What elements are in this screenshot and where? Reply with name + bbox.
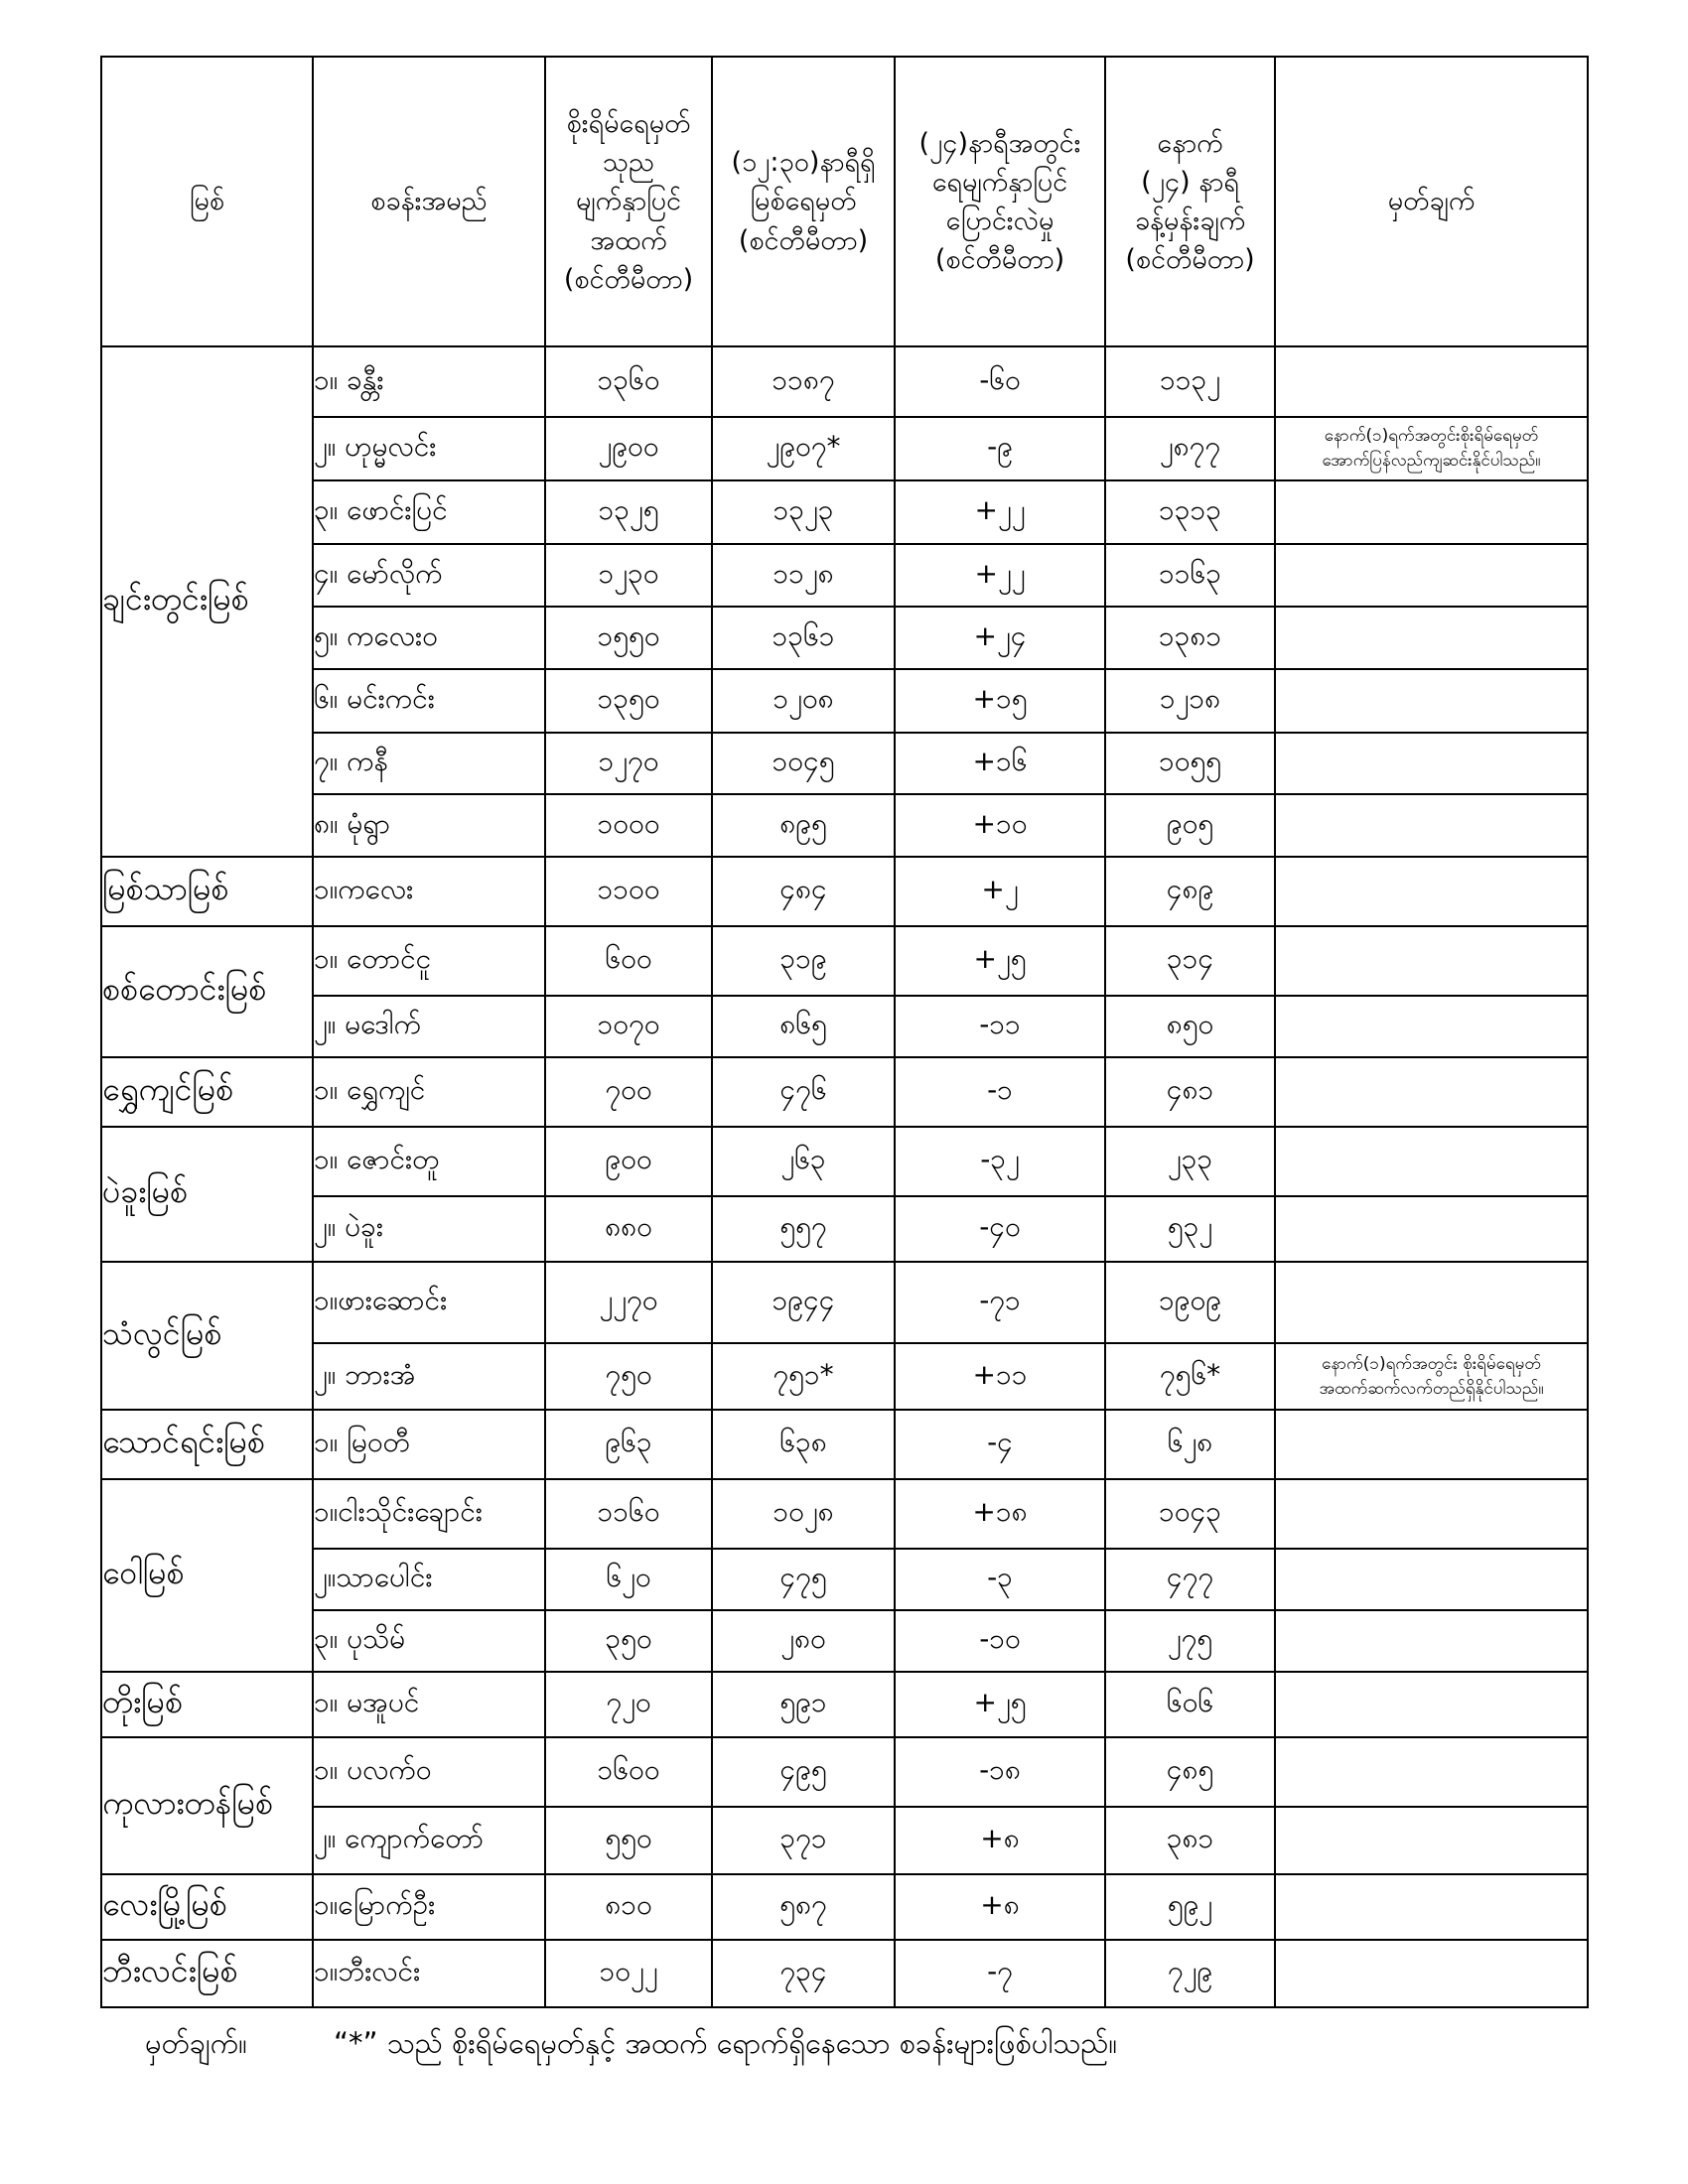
danger-level-value: ၅၅၀ — [545, 1807, 712, 1874]
table-row — [101, 544, 1588, 607]
station-name: ၃။ ပုသိမ် — [313, 1610, 545, 1672]
change-value: +၂၅ — [895, 1672, 1105, 1737]
station-name: ၁။ ခန္တီး — [313, 346, 545, 417]
current-level-value: ၇၅၁* — [712, 1343, 895, 1410]
change-value: +၁၆ — [895, 733, 1105, 794]
river-name: ကုလားတန်မြစ် — [101, 1737, 313, 1874]
forecast-value: ၆၀၆ — [1105, 1672, 1275, 1737]
remark-cell — [1275, 1196, 1588, 1262]
table-row — [101, 1057, 1588, 1127]
danger-level-value: ၇၂၀ — [545, 1672, 712, 1737]
current-level-value: ၄၇၆ — [712, 1057, 895, 1127]
table-body — [101, 346, 1588, 2007]
forecast-value: ၁၀၅၅ — [1105, 733, 1275, 794]
current-level-value: ၁၁၈၇ — [712, 346, 895, 417]
current-level-value: ၂၉၀၇* — [712, 417, 895, 480]
river-name: ဘီးလင်းမြစ် — [101, 1940, 313, 2007]
table-row — [101, 1610, 1588, 1672]
forecast-value: ၃၈၁ — [1105, 1807, 1275, 1874]
remark-cell — [1275, 857, 1588, 926]
forecast-value: ၁၂၁၈ — [1105, 669, 1275, 733]
current-level-value: ၂၆၃ — [712, 1127, 895, 1196]
current-level-value: ၂၈၀ — [712, 1610, 895, 1672]
river-name: ချင်းတွင်းမြစ် — [101, 346, 313, 857]
table-row — [101, 1940, 1588, 2007]
change-value: +၂၄ — [895, 607, 1105, 669]
danger-level-value: ၁၃၆၀ — [545, 346, 712, 417]
table-row — [101, 1127, 1588, 1196]
table-row — [101, 417, 1588, 480]
forecast-value: ၄၇၇ — [1105, 1549, 1275, 1610]
river-name: စစ်တောင်းမြစ် — [101, 926, 313, 1057]
forecast-value: ၂၇၅ — [1105, 1610, 1275, 1672]
header-remark: မှတ်ချက် — [1275, 57, 1588, 346]
table-row — [101, 1737, 1588, 1807]
danger-level-value: ၈၈၀ — [545, 1196, 712, 1262]
station-name: ၂။ ဘားအံ — [313, 1343, 545, 1410]
station-name: ၇။ ကနီ — [313, 733, 545, 794]
forecast-value: ၁၃၈၁ — [1105, 607, 1275, 669]
change-value: +၁၀ — [895, 794, 1105, 857]
change-value: +၁၅ — [895, 669, 1105, 733]
table-row — [101, 926, 1588, 996]
change-value: -၁၈ — [895, 1737, 1105, 1807]
current-level-value: ၁၀၂၈ — [712, 1479, 895, 1549]
station-name: ၁။ဘီးလင်း — [313, 1940, 545, 2007]
current-level-value: ၁၃၂၃ — [712, 480, 895, 544]
table-row — [101, 1196, 1588, 1262]
header-change-24h: (၂၄)နာရီအတွင်း ရေမျက်နှာပြင် ပြောင်းလဲမှု (စင်တီမီတာ) — [895, 57, 1105, 346]
table-row — [101, 1807, 1588, 1874]
forecast-value: ၁၃၁၃ — [1105, 480, 1275, 544]
station-name: ၁။ မအူပင် — [313, 1672, 545, 1737]
station-name: ၂။သာပေါင်း — [313, 1549, 545, 1610]
station-name: ၁။ဖားဆောင်း — [313, 1262, 545, 1343]
forecast-value: ၅၉၂ — [1105, 1874, 1275, 1940]
current-level-value: ၁၉၄၄ — [712, 1262, 895, 1343]
station-name: ၁။ ပလက်ဝ — [313, 1737, 545, 1807]
header-forecast: နောက် (၂၄) နာရီ ခန့်မှန်းချက် (စင်တီမီတာ) — [1105, 57, 1275, 346]
station-name: ၁။မြောက်ဦး — [313, 1874, 545, 1940]
header-current-level: (၁၂:၃၀)နာရီရှိ မြစ်ရေမှတ် (စင်တီမီတာ) — [712, 57, 895, 346]
footer-note — [145, 2025, 1585, 2068]
remark-cell — [1275, 1410, 1588, 1479]
remark-cell — [1275, 1057, 1588, 1127]
header-station: စခန်းအမည် — [313, 57, 545, 346]
station-name: ၃။ ဖောင်းပြင် — [313, 480, 545, 544]
danger-level-value: ၃၅၀ — [545, 1610, 712, 1672]
current-level-value: ၄၉၅ — [712, 1737, 895, 1807]
remark-cell — [1275, 1549, 1588, 1610]
station-name: ၅။ ကလေးဝ — [313, 607, 545, 669]
footer-label: မှတ်ချက်။ — [145, 2026, 247, 2060]
river-level-table — [100, 56, 1589, 2008]
remark-cell — [1275, 1737, 1588, 1807]
station-name: ၈။ မုံရွာ — [313, 794, 545, 857]
remark-cell — [1275, 1807, 1588, 1874]
station-name: ၂။ မဒေါက် — [313, 996, 545, 1057]
danger-level-value: ၉၆၃ — [545, 1410, 712, 1479]
change-value: -၃၂ — [895, 1127, 1105, 1196]
change-value: -၉ — [895, 417, 1105, 480]
current-level-value: ၁၁၂၈ — [712, 544, 895, 607]
station-name: ၁။ ရွှေကျင် — [313, 1057, 545, 1127]
forecast-value: ၆၂၈ — [1105, 1410, 1275, 1479]
remark-cell — [1275, 1610, 1588, 1672]
change-value: -၄၀ — [895, 1196, 1105, 1262]
forecast-value: ၄၈၅ — [1105, 1737, 1275, 1807]
remark-cell — [1275, 1672, 1588, 1737]
change-value: -၄ — [895, 1410, 1105, 1479]
change-value: +၂၂ — [895, 480, 1105, 544]
river-name: ဝေါမြစ် — [101, 1479, 313, 1672]
remark-cell — [1275, 996, 1588, 1057]
danger-level-value: ၁၀၂၂ — [545, 1940, 712, 2007]
table-row — [101, 1343, 1588, 1410]
danger-level-value: ၁၀၇၀ — [545, 996, 712, 1057]
header-river: မြစ် — [101, 57, 313, 346]
forecast-value: ၁၁၃၂ — [1105, 346, 1275, 417]
remark-cell — [1275, 669, 1588, 733]
remark-cell — [1275, 1343, 1588, 1410]
danger-level-value: ၁၂၃၀ — [545, 544, 712, 607]
header-danger-level: စိုးရိမ်ရေမှတ် သုည မျက်နှာပြင် အထက် (စင်တီမီတာ) — [545, 57, 712, 346]
change-value: +၂၅ — [895, 926, 1105, 996]
forecast-value: ၇၂၉ — [1105, 1940, 1275, 2007]
station-name: ၂။ ဟုမ္မလင်း — [313, 417, 545, 480]
change-value: +၂ — [895, 857, 1105, 926]
current-level-value: ၄၇၅ — [712, 1549, 895, 1610]
danger-level-value: ၁၀၀၀ — [545, 794, 712, 857]
remark-line: နောက်(၁)ရက်အတွင်း စိုးရိမ်ရေမှတ် — [1322, 1353, 1541, 1374]
current-level-value: ၅၅၇ — [712, 1196, 895, 1262]
station-name: ၂။ ပဲခူး — [313, 1196, 545, 1262]
danger-level-value: ၁၅၅၀ — [545, 607, 712, 669]
remark-cell — [1275, 544, 1588, 607]
remark-line: နောက်(၁)ရက်အတွင်းစိုးရိမ်ရေမှတ် — [1324, 426, 1539, 447]
change-value: -၃ — [895, 1549, 1105, 1610]
forecast-value: ၁၉၀၉ — [1105, 1262, 1275, 1343]
forecast-value: ၁၁၆၃ — [1105, 544, 1275, 607]
remark-cell — [1275, 346, 1588, 417]
station-name: ၄။ မော်လိုက် — [313, 544, 545, 607]
table-row — [101, 1549, 1588, 1610]
forecast-value: ၉၀၅ — [1105, 794, 1275, 857]
danger-level-value: ၉၀၀ — [545, 1127, 712, 1196]
footer-text: “*” သည် စိုးရိမ်ရေမှတ်နှင့် အထက် ရောက်ရှိနေသော စခန်းများဖြစ်ပါသည်။ — [334, 2026, 1118, 2060]
remark-cell — [1275, 1479, 1588, 1549]
danger-level-value: ၁၆၀၀ — [545, 1737, 712, 1807]
forecast-value: ၃၁၄ — [1105, 926, 1275, 996]
table-row — [101, 346, 1588, 417]
change-value: +၁၈ — [895, 1479, 1105, 1549]
station-name: ၆။ မင်းကင်း — [313, 669, 545, 733]
remark-line: အောက်ပြန်လည်ကျဆင်းနိုင်ပါသည်။ — [1322, 451, 1541, 471]
river-name: လေးမြို့မြစ် — [101, 1874, 313, 1940]
table-row — [101, 1262, 1588, 1343]
table-row — [101, 1479, 1588, 1549]
river-name: တိုးမြစ် — [101, 1672, 313, 1737]
forecast-value: ၂၈၇၇ — [1105, 417, 1275, 480]
remark-cell — [1275, 607, 1588, 669]
table-row — [101, 1410, 1588, 1479]
change-value: -၆၀ — [895, 346, 1105, 417]
remark-cell — [1275, 1262, 1588, 1343]
table-row — [101, 996, 1588, 1057]
table-row — [101, 480, 1588, 544]
change-value: +၈ — [895, 1807, 1105, 1874]
remark-cell — [1275, 417, 1588, 480]
station-name: ၁။ကလေး — [313, 857, 545, 926]
change-value: -၁ — [895, 1057, 1105, 1127]
current-level-value: ၃၁၉ — [712, 926, 895, 996]
river-name: ပဲခူးမြစ် — [101, 1127, 313, 1262]
danger-level-value: ၁၁၆၀ — [545, 1479, 712, 1549]
remark-cell — [1275, 733, 1588, 794]
danger-level-value: ၂၉၀၀ — [545, 417, 712, 480]
river-name: သောင်ရင်းမြစ် — [101, 1410, 313, 1479]
change-value: +၈ — [895, 1874, 1105, 1940]
current-level-value: ၆၃၈ — [712, 1410, 895, 1479]
danger-level-value: ၈၁၀ — [545, 1874, 712, 1940]
current-level-value: ၄၈၄ — [712, 857, 895, 926]
station-name: ၁။ ဇောင်းတူ — [313, 1127, 545, 1196]
table-row — [101, 1874, 1588, 1940]
forecast-value: ၁၀၄၃ — [1105, 1479, 1275, 1549]
forecast-value: ၂၃၃ — [1105, 1127, 1275, 1196]
remark-cell — [1275, 1874, 1588, 1940]
current-level-value: ၁၂၀၈ — [712, 669, 895, 733]
danger-level-value: ၁၂၇၀ — [545, 733, 712, 794]
current-level-value: ၇၃၄ — [712, 1940, 895, 2007]
forecast-value: ၅၃၂ — [1105, 1196, 1275, 1262]
remark-cell — [1275, 926, 1588, 996]
change-value: +၁၁ — [895, 1343, 1105, 1410]
danger-level-value: ၆၂၀ — [545, 1549, 712, 1610]
current-level-value: ၈၆၅ — [712, 996, 895, 1057]
current-level-value: ၃၇၁ — [712, 1807, 895, 1874]
table-row — [101, 669, 1588, 733]
change-value: +၂၂ — [895, 544, 1105, 607]
table-row — [101, 1672, 1588, 1737]
current-level-value: ၅၉၁ — [712, 1672, 895, 1737]
change-value: -၁၁ — [895, 996, 1105, 1057]
danger-level-value: ၁၁၀၀ — [545, 857, 712, 926]
station-name: ၁။ငါးသိုင်းချောင်း — [313, 1479, 545, 1549]
remark-cell — [1275, 1940, 1588, 2007]
header-row — [101, 57, 1588, 346]
danger-level-value: ၇၀၀ — [545, 1057, 712, 1127]
danger-level-value: ၇၅၀ — [545, 1343, 712, 1410]
table-row — [101, 794, 1588, 857]
river-name: သံလွင်မြစ် — [101, 1262, 313, 1410]
current-level-value: ၁၀၄၅ — [712, 733, 895, 794]
danger-level-value: ၆၀၀ — [545, 926, 712, 996]
table-row — [101, 733, 1588, 794]
danger-level-value: ၁၃၅၀ — [545, 669, 712, 733]
remark-line: အထက်ဆက်လက်တည်ရှိနိုင်ပါသည်။ — [1319, 1378, 1544, 1399]
current-level-value: ၁၃၆၁ — [712, 607, 895, 669]
forecast-value: ၄၈၁ — [1105, 1057, 1275, 1127]
table-row — [101, 607, 1588, 669]
remark-cell — [1275, 1127, 1588, 1196]
change-value: -၁၀ — [895, 1610, 1105, 1672]
remark-cell — [1275, 794, 1588, 857]
station-name: ၂။ ကျောက်တော် — [313, 1807, 545, 1874]
remark-cell — [1275, 480, 1588, 544]
forecast-value: ၄၈၉ — [1105, 857, 1275, 926]
current-level-value: ၈၉၅ — [712, 794, 895, 857]
change-value: -၇ — [895, 1940, 1105, 2007]
station-name: ၁။ တောင်ငူ — [313, 926, 545, 996]
forecast-value: ၈၅၀ — [1105, 996, 1275, 1057]
river-name: မြစ်သာမြစ် — [101, 857, 313, 926]
current-level-value: ၅၈၇ — [712, 1874, 895, 1940]
river-name: ရွှေကျင်မြစ် — [101, 1057, 313, 1127]
table-row — [101, 857, 1588, 926]
danger-level-value: ၂၂၇၀ — [545, 1262, 712, 1343]
station-name: ၁။ မြဝတီ — [313, 1410, 545, 1479]
forecast-value: ၇၅၆* — [1105, 1343, 1275, 1410]
change-value: -၇၁ — [895, 1262, 1105, 1343]
danger-level-value: ၁၃၂၅ — [545, 480, 712, 544]
